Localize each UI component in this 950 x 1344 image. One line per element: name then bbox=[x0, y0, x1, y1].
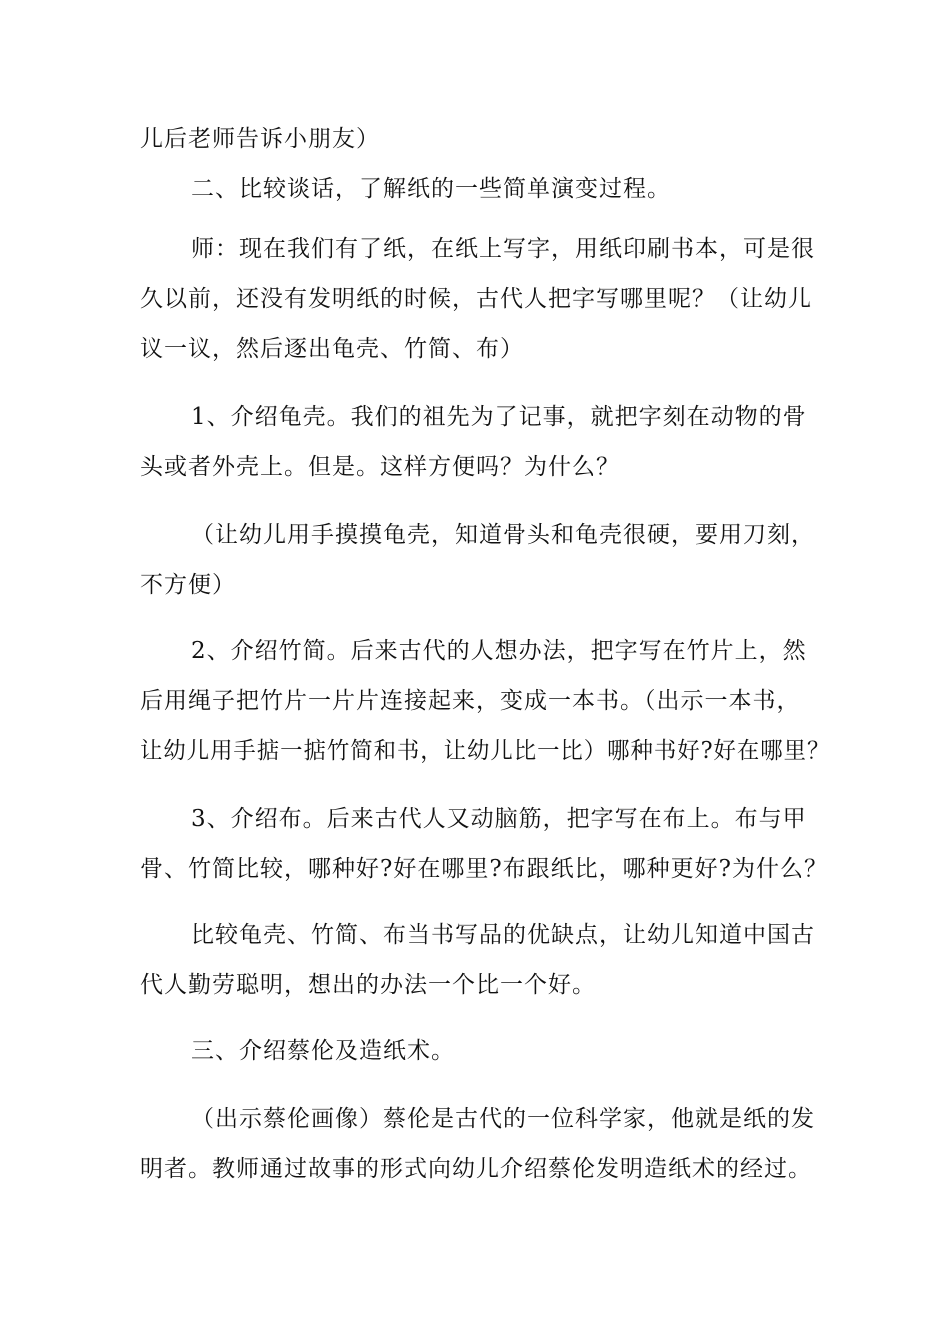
text-line: 师：现在我们有了纸，在纸上写字，用纸印刷书本，可是很 bbox=[191, 236, 815, 262]
text-line: 让幼儿用手掂一掂竹简和书，让幼儿比一比）哪种书好?好在哪里？ bbox=[140, 738, 831, 764]
text-line: （让幼儿用手摸摸龟壳，知道骨头和龟壳很硬，要用刀刻， bbox=[191, 522, 815, 548]
text-line: 头或者外壳上。但是。这样方便吗？为什么？ bbox=[140, 454, 620, 480]
text-line: 不方便） bbox=[140, 572, 236, 598]
text-line: （出示蔡伦画像）蔡伦是古代的一位科学家，他就是纸的发 bbox=[191, 1106, 815, 1132]
text-line: 代人勤劳聪明，想出的办法一个比一个好。 bbox=[140, 972, 596, 998]
section-heading: 二、比较谈话，了解纸的一些简单演变过程。 bbox=[191, 176, 671, 202]
text-line: 议一议，然后逐出龟壳、竹简、布） bbox=[140, 336, 524, 362]
text-line: 3、介绍布。后来古代人又动脑筋，把字写在布上。布与甲 bbox=[191, 806, 807, 832]
text-line: 明者。教师通过故事的形式向幼儿介绍蔡伦发明造纸术的经过。 bbox=[140, 1156, 812, 1182]
text-line: 2、介绍竹简。后来古代的人想办法，把字写在竹片上，然 bbox=[191, 638, 807, 664]
section-heading: 三、介绍蔡伦及造纸术。 bbox=[191, 1038, 455, 1064]
text-line: 儿后老师告诉小朋友） bbox=[140, 126, 380, 152]
text-line: 骨、竹简比较，哪种好?好在哪里?布跟纸比，哪种更好?为什么？ bbox=[140, 856, 828, 882]
text-line: 久以前，还没有发明纸的时候，古代人把字写哪里呢？（让幼儿 bbox=[140, 286, 812, 312]
text-line: 比较龟壳、竹简、布当书写品的优缺点，让幼儿知道中国古 bbox=[191, 922, 815, 948]
text-line: 后用绳子把竹片一片片连接起来，变成一本书。（出示一本书， bbox=[140, 688, 801, 714]
text-line: 1、介绍龟壳。我们的祖先为了记事，就把字刻在动物的骨 bbox=[191, 404, 807, 430]
